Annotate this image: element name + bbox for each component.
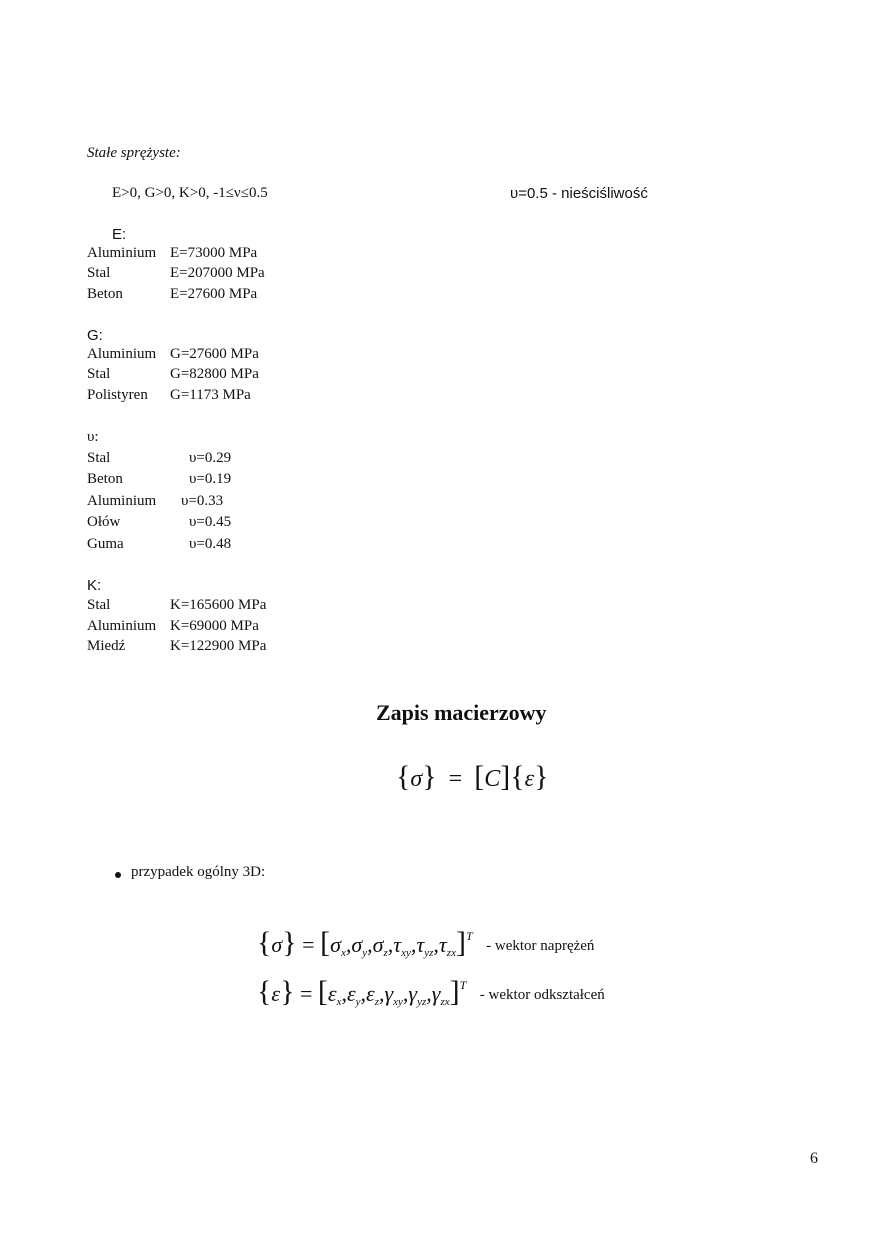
stress-vector-equation: $\{\sigma\} = [\sigma_x,\sigma_y,\sigma_z,\tau_{xy},\tau_{yz},\tau_{zx}]^T$ - wektor naprężeń: [257, 926, 595, 959]
bullet-text: przypadek ogólny 3D:: [131, 864, 266, 880]
g-row-polistyren: [87, 387, 387, 407]
material-name: Miedź: [87, 638, 126, 654]
material-value: G=82800 MPa: [170, 366, 259, 382]
material-value: υ=0.19: [189, 471, 232, 487]
material-value: υ=0.45: [189, 514, 232, 530]
e-row-aluminium: [87, 245, 387, 265]
material-name: Stal: [87, 265, 111, 281]
strain-vector-desc: - wektor odkształceń: [479, 987, 605, 1003]
nu-section-label: υ:: [87, 429, 99, 445]
material-value: K=165600 MPa: [170, 597, 267, 613]
material-value: υ=0.33: [181, 493, 224, 509]
material-value: K=122900 MPa: [170, 638, 267, 654]
nu-row-olow: [87, 514, 387, 534]
material-value: G=27600 MPa: [170, 346, 259, 362]
constants-title: Stałe sprężyste:: [87, 145, 181, 161]
material-name: Beton: [87, 286, 123, 302]
strain-vector-equation: $\{\varepsilon\} = [\varepsilon_x,\varepsilon_y,\varepsilon_z,\gamma_{xy},\gamma_{yz},\gamma_{zx}]^T$ - wektor odkształceń: [257, 975, 605, 1008]
material-name: Aluminium: [87, 618, 157, 634]
material-name: Polistyren: [87, 387, 148, 403]
e-row-beton: [87, 286, 387, 306]
k-row-stal: [87, 597, 387, 617]
material-value: E=207000 MPa: [170, 265, 265, 281]
material-name: Beton: [87, 471, 123, 487]
bullet-item: [115, 864, 265, 881]
material-name: Stal: [87, 450, 111, 466]
constitutive-equation: {σ} = [C]{ε}: [396, 760, 549, 793]
g-row-stal: [87, 366, 387, 386]
material-name: Aluminium: [87, 493, 157, 509]
nu-row-beton: [87, 471, 387, 491]
nu-row-aluminium: [87, 493, 387, 513]
material-name: Stal: [87, 366, 111, 382]
material-value: E=27600 MPa: [170, 286, 258, 302]
g-row-aluminium: [87, 346, 387, 366]
material-value: E=73000 MPa: [170, 245, 258, 261]
k-row-aluminium: [87, 618, 387, 638]
material-value: υ=0.29: [189, 450, 232, 466]
stress-vector-desc: - wektor naprężeń: [486, 938, 595, 954]
material-name: Aluminium: [87, 245, 157, 261]
incompressibility-note: υ=0.5 - nieściśliwość: [510, 185, 648, 202]
material-value: G=1173 MPa: [170, 387, 251, 403]
material-value: υ=0.48: [189, 536, 232, 552]
bullet-icon: [115, 872, 121, 878]
e-section-label: E:: [112, 226, 127, 243]
material-name: Ołów: [87, 514, 121, 530]
e-row-stal: [87, 265, 387, 285]
section-heading: Zapis macierzowy: [376, 700, 547, 725]
nu-row-stal: [87, 450, 387, 470]
k-row-miedz: [87, 638, 387, 658]
material-name: Aluminium: [87, 346, 157, 362]
nu-row-guma: [87, 536, 387, 556]
page-number: 6: [810, 1150, 818, 1167]
material-name: Stal: [87, 597, 111, 613]
constants-conditions: E>0, G>0, K>0, -1≤ν≤0.5: [112, 185, 268, 201]
g-section-label: G:: [87, 327, 103, 344]
k-section-label: K:: [87, 577, 102, 594]
material-value: K=69000 MPa: [170, 618, 259, 634]
material-name: Guma: [87, 536, 124, 552]
